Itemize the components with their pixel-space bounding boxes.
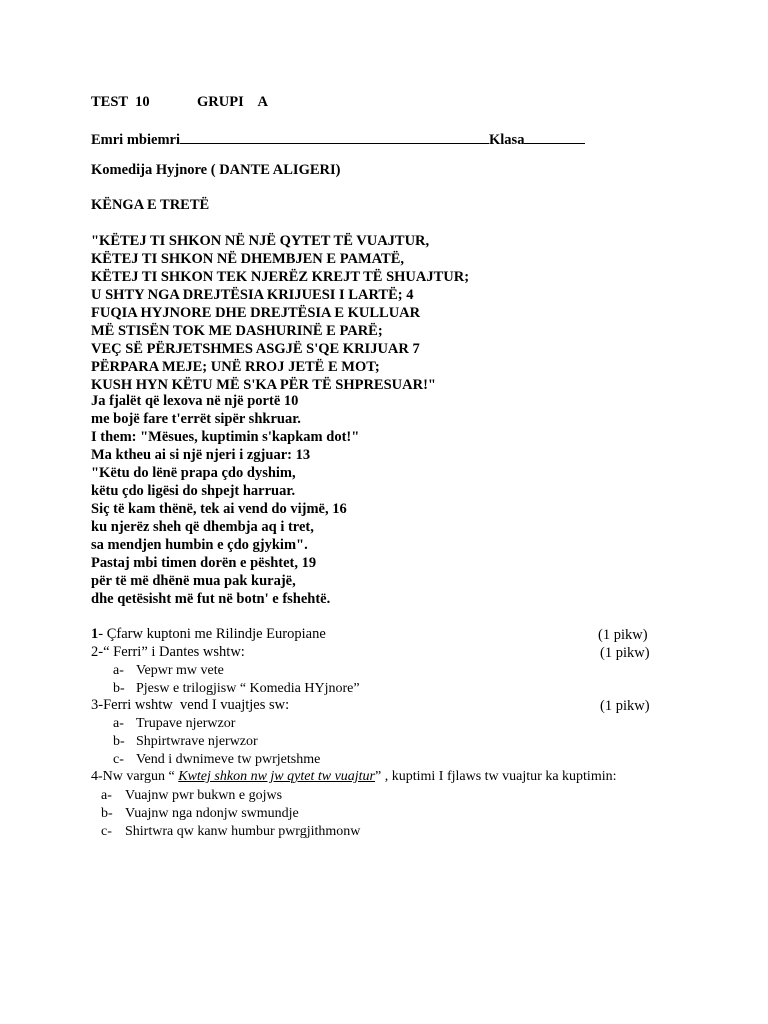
question-3-points: (1 pikw) xyxy=(600,698,650,714)
poem-line: këtu çdo ligësi do shpejt harruar. xyxy=(91,483,296,499)
question-1: 1- Çfarw kuptoni me Rilindje Europiane xyxy=(91,626,326,642)
option-text: Pjesw e trilogjisw “ Komedia HYjnore” xyxy=(136,681,360,696)
poem-line: "KËTEJ TI SHKON NË NJË QYTET TË VUAJTUR, xyxy=(91,233,430,249)
poem-line: KUSH HYN KËTU MË S'KA PËR TË SHPRESUAR!" xyxy=(91,377,436,393)
poem-line: me bojë fare t'errët sipër shkruar. xyxy=(91,411,301,427)
option-letter: a- xyxy=(113,663,124,678)
option-letter: a- xyxy=(113,716,124,731)
poem-line: ku njerëz sheh që dhembja aq i tret, xyxy=(91,519,314,535)
poem-line: VEÇ SË PËRJETSHMES ASGJË S'QE KRIJUAR 7 xyxy=(91,341,420,357)
name-label: Emri mbiemri xyxy=(91,132,180,148)
option-letter: b- xyxy=(113,681,125,696)
name-blank[interactable] xyxy=(180,130,489,144)
option-text: Vend i dwnimeve tw pwrjetshme xyxy=(136,752,321,767)
poem-line: Pastaj mbi timen dorën e pështet, 19 xyxy=(91,555,317,571)
poem-line: KËTEJ TI SHKON TEK NJERËZ KREJT TË SHUAJTUR; xyxy=(91,269,470,285)
poem-line: Siç të kam thënë, tek ai vend do vijmë, 16 xyxy=(91,501,347,517)
poem-line: FUQIA HYJNORE DHE DREJTËSIA E KULLUAR xyxy=(91,305,421,321)
option-text: Vuajnw nga ndonjw swmundje xyxy=(125,806,299,821)
poem-line: MË STISËN TOK ME DASHURINË E PARË; xyxy=(91,323,383,339)
option-text: Shirtwra qw kanw humbur pwrgjithmonw xyxy=(125,824,361,839)
poem-line: KËTEJ TI SHKON NË DHEMBJEN E PAMATË, xyxy=(91,251,405,267)
option-letter: c- xyxy=(113,752,124,767)
class-blank[interactable] xyxy=(524,130,585,144)
option-letter: b- xyxy=(101,806,113,821)
question-4: 4-Nw vargun “ Kwtej shkon nw jw qytet tw vuajtur” , kuptimi I fjlaws tw vuajtur ka kuptimin: xyxy=(91,769,617,784)
poem-line: sa mendjen humbin e çdo gjykim". xyxy=(91,537,308,553)
poem-line: "Këtu do lënë prapa çdo dyshim, xyxy=(91,465,296,481)
option-letter: c- xyxy=(101,824,112,839)
option-text: Shpirtwrave njerwzor xyxy=(136,734,258,749)
question-3: 3-Ferri wshtw vend I vuajtjes sw: xyxy=(91,697,290,713)
poem-line: PËRPARA MEJE; UNË RROJ JETË E MOT; xyxy=(91,359,380,375)
option-text: Vepwr mw vete xyxy=(136,663,224,678)
test-label: TEST 10 xyxy=(91,94,150,110)
poem-line: I them: "Mësues, kuptimin s'kapkam dot!" xyxy=(91,429,360,445)
option-text: Vuajnw pwr bukwn e gojws xyxy=(125,788,283,803)
question-1-points: (1 pikw) xyxy=(598,627,648,643)
poem-line: Ja fjalët që lexova në një portë 10 xyxy=(91,393,299,409)
work-title: Komedija Hyjnore ( DANTE ALIGERI) xyxy=(91,162,341,178)
poem-line: Ma ktheu ai si një njeri i zgjuar: 13 xyxy=(91,447,311,463)
poem-line: dhe qetësisht më fut në botn' e fshehtë. xyxy=(91,591,331,607)
option-letter: b- xyxy=(113,734,125,749)
group-label: GRUPI A xyxy=(197,94,268,110)
question-2-points: (1 pikw) xyxy=(600,645,650,661)
class-label: Klasa xyxy=(489,132,525,148)
canto-title: KËNGA E TRETË xyxy=(91,197,210,213)
question-2: 2-“ Ferri” i Dantes wshtw: xyxy=(91,644,245,660)
name-class-row xyxy=(91,130,585,148)
poem-line: për të më dhënë mua pak kurajë, xyxy=(91,573,296,589)
quoted-verse: Kwtej shkon nw jw qytet tw vuajtur xyxy=(178,769,376,784)
poem-line: U SHTY NGA DREJTËSIA KRIJUESI I LARTË; 4 xyxy=(91,287,414,303)
option-text: Trupave njerwzor xyxy=(136,716,236,731)
option-letter: a- xyxy=(101,788,112,803)
